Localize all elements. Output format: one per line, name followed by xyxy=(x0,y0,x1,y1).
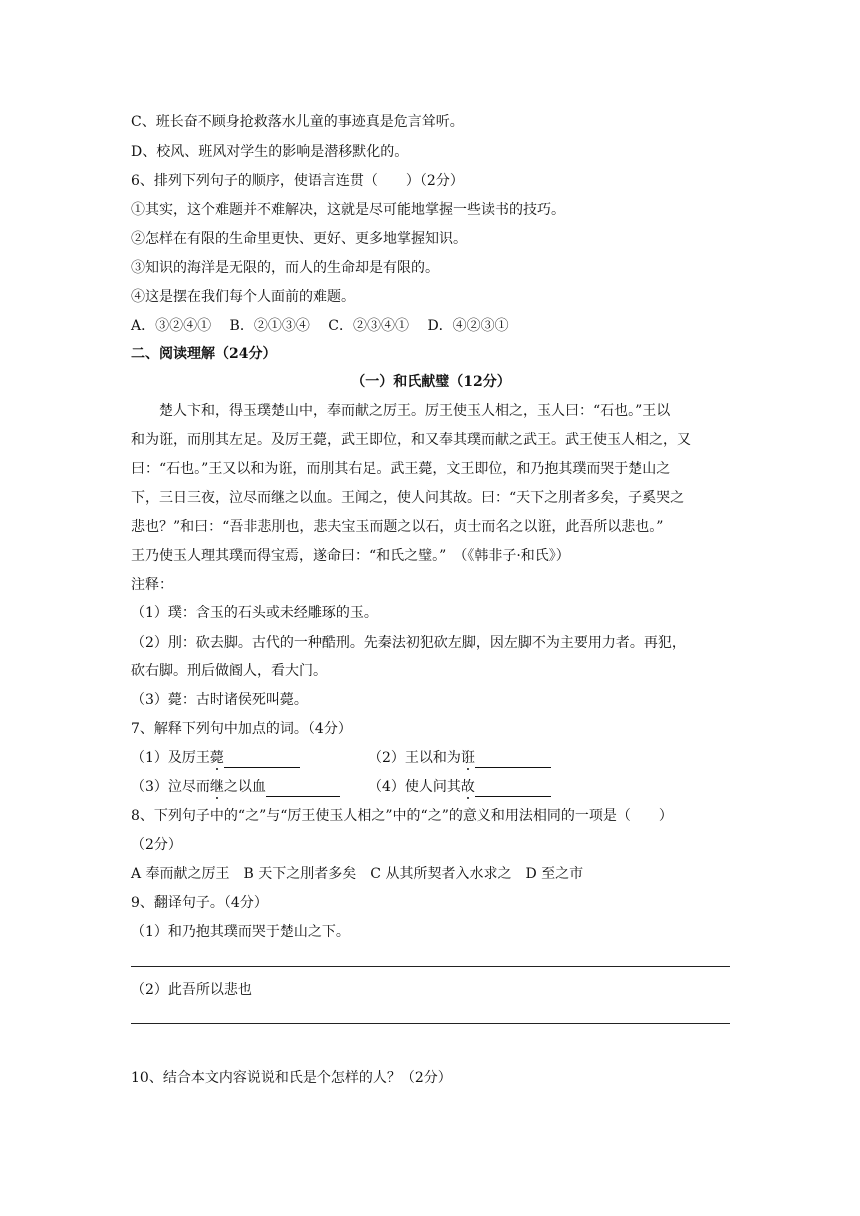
q7-item-2-answer-blank[interactable] xyxy=(475,751,551,768)
question-9-item-2: （2）此吾所以悲也 xyxy=(131,982,252,998)
passage-line-1: 楚人卞和，得玉璞楚山中，奉而献之厉王。厉王使玉人相之，玉人曰：“石也。”王以 xyxy=(159,403,671,419)
question-8-line-2: （2分） xyxy=(131,837,182,853)
sentence-4: ④这是摆在我们每个人面前的难题。 xyxy=(131,289,355,305)
question-9: 9、翻译句子。（4分） xyxy=(131,895,268,911)
question-7-item-1 xyxy=(131,748,300,768)
question-10: 10、结合本文内容说说和氏是个怎样的人？（2分） xyxy=(131,1070,452,1086)
passage-line-6: 王乃使玉人理其璞而得宝焉，遂命曰：“和氏之璧。” （《韩非子·和氏》） xyxy=(131,548,570,564)
passage-line-2: 和为诳，而刖其左足。及厉王薨，武王即位，和又奉其璞而献之武王。武王使玉人相之，又 xyxy=(131,432,691,448)
question-9-item-1: （1）和乃抱其璞而哭于楚山之下。 xyxy=(131,924,350,940)
question-7-item-4 xyxy=(368,777,551,797)
sentence-1: ①其实，这个难题并不难解决，这就是尽可能地掌握一些读书的技巧。 xyxy=(131,202,565,218)
q7-item-4-text: （4）使人问其 xyxy=(368,779,461,795)
q7-item-1-answer-blank[interactable] xyxy=(224,751,300,768)
question-7: 7、解释下列句中加点的词。（4分） xyxy=(131,721,352,737)
passage-line-4: 下，三日三夜，泣尽而继之以血。王闻之，使人问其故。曰：“天下之刖者多矣，子奚哭之 xyxy=(131,490,685,506)
sentence-2: ②怎样在有限的生命里更快、更好、更多地掌握知识。 xyxy=(131,231,467,247)
q7-item-2-dotted-word: 诳 xyxy=(460,750,475,766)
passage-line-5: 悲也？”和曰：“吾非悲刖也，悲夫宝玉而题之以石，贞士而名之以诳，此吾所以悲也。” xyxy=(131,519,664,535)
question-7-item-2 xyxy=(368,748,551,768)
q7-item-1-text: （1）及厉王 xyxy=(131,750,210,766)
option-c: C、班长奋不顾身抢救落水儿童的事迹真是危言耸听。 xyxy=(131,114,464,130)
q7-item-3-text-tail: 之以血 xyxy=(223,779,266,795)
q9-item-1-answer-line[interactable] xyxy=(131,966,730,967)
q7-item-3-dotted-word: 继 xyxy=(209,779,224,795)
q7-item-1-dotted-word: 薨 xyxy=(209,750,224,766)
note-3: （3）薨：古时诸侯死叫薨。 xyxy=(131,692,308,708)
q7-item-4-answer-blank[interactable] xyxy=(475,780,551,797)
question-6-options: A．③②④① B．②①③④ C．②③④① D．④②③① xyxy=(131,318,509,334)
q7-item-3-text: （3）泣尽而 xyxy=(131,779,210,795)
passage-title: （一）和氏献璧（12分） xyxy=(351,374,511,390)
q7-item-2-text: （2）王以和为 xyxy=(368,750,461,766)
q9-item-2-answer-line[interactable] xyxy=(131,1023,730,1024)
question-8-line-1: 8、下列句子中的“之”与“厉王使玉人相之”中的“之”的意义和用法相同的一项是（ ） xyxy=(131,808,673,824)
option-d: D、校风、班风对学生的影响是潜移默化的。 xyxy=(131,144,409,160)
question-7-item-3 xyxy=(131,777,340,797)
q7-item-4-dotted-word: 故 xyxy=(460,779,475,795)
note-2-line-1: （2）刖：砍去脚。古代的一种酷刑。先秦法初犯砍左脚，因左脚不为主要用力者。再犯， xyxy=(131,635,686,651)
section-2-heading: 二、阅读理解（24分） xyxy=(131,346,277,362)
notes-heading: 注释： xyxy=(131,577,173,593)
sentence-3: ③知识的海洋是无限的，而人的生命却是有限的。 xyxy=(131,260,439,276)
note-2-line-2: 砍右脚。刑后做阍人，看大门。 xyxy=(131,663,327,679)
passage-line-3: 曰：“石也。”王又以和为诳，而刖其右足。武王薨，文王即位，和乃抱其璞而哭于楚山之 xyxy=(131,461,671,477)
q7-item-3-answer-blank[interactable] xyxy=(266,780,340,797)
question-8-options: A 奉而献之厉王 B 天下之刖者多矣 C 从其所契者入水求之 D 至之市 xyxy=(131,866,584,882)
question-6: 6、排列下列句子的顺序，使语言连贯（ ）（2分） xyxy=(131,173,464,189)
note-1: （1）璞：含玉的石头或未经雕琢的玉。 xyxy=(131,605,378,621)
